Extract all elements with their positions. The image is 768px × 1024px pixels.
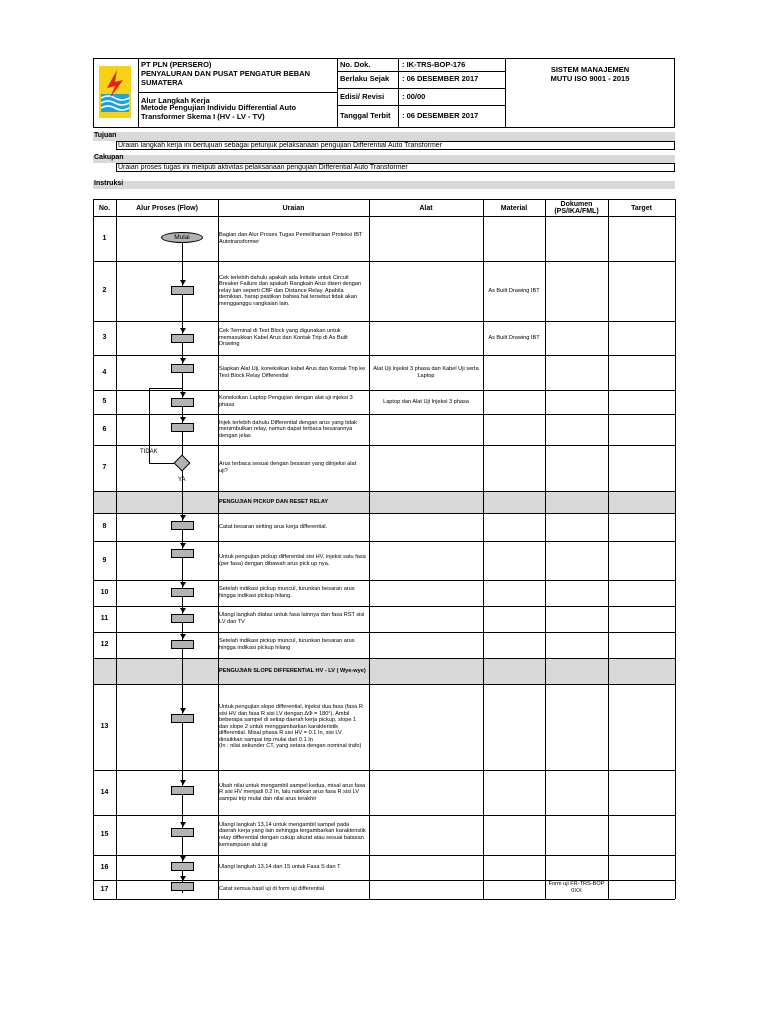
- tidak-label: TIDAK: [140, 449, 158, 455]
- process-box: [171, 286, 194, 295]
- row-number: 10: [100, 589, 109, 596]
- section-row: [93, 491, 675, 513]
- uraian-cell: Ulangi langkah 13,14 untuk mengambil sampel pada daerah kerja yang lain sehingga tergambarkan karakteristik relay differential dengan cukup akurat atau sesuai batasan kemampuan alat uji: [219, 821, 366, 848]
- cakupan-text: Uraian proses tugas ini meliputi aktivitas pelaksanaan pengujian Differential Auto Transformer: [118, 164, 408, 171]
- terbit-label: Tanggal Terbit: [340, 111, 391, 120]
- decision-diamond: [174, 455, 191, 472]
- process-box: [171, 423, 194, 432]
- arrow-head-icon: [180, 634, 186, 639]
- arrow-head-icon: [180, 856, 186, 861]
- company-name: PT PLN (PERSERO): [141, 60, 212, 69]
- uraian-cell: Ulangi langkah 13,14 dan 15 untuk Fasa S dan T: [219, 864, 341, 871]
- no-dok-value: : IK-TRS-BOP-176: [402, 60, 466, 69]
- arrow-head-icon: [180, 876, 186, 881]
- process-box: [171, 614, 194, 623]
- table-rule: [675, 199, 676, 899]
- row-number: 9: [102, 556, 107, 564]
- arrow-head-icon: [180, 328, 186, 333]
- sistem-mutu: SISTEM MANAJEMEN MUTU ISO 9001 - 2015: [550, 65, 630, 83]
- dokumen-cell: Form uji FR-TRS-BOP 0XX: [548, 881, 605, 894]
- table-rule: [93, 899, 675, 900]
- arrow-head-icon: [180, 608, 186, 613]
- cakupan-label: Cakupan: [94, 154, 124, 161]
- arrow-head-icon: [180, 780, 186, 785]
- uraian-cell: Cek Terminal di Test Block yang digunakan untuk memasukkan Kabel Arus dan Kontak Trip di As Built Drawing: [219, 328, 348, 348]
- column-header-uraian: Uraian: [282, 205, 305, 212]
- arrow-head-icon: [180, 543, 186, 548]
- tujuan-label: Tujuan: [94, 132, 117, 139]
- arrow-head-icon: [180, 392, 186, 397]
- arrow-head-icon: [180, 822, 186, 827]
- table-rule: [93, 321, 675, 322]
- uraian-cell: Injek terlebih dahulu Differential dengan arus yang tidak menimbulkan relay, namun dapat terbaca besarannya dengan jelas: [219, 419, 357, 439]
- process-box: [171, 786, 194, 795]
- uraian-cell: Catat besaran setting arus kerja differential.: [219, 523, 328, 530]
- table-rule: [93, 606, 675, 607]
- row-number: 15: [100, 831, 109, 838]
- uraian-cell: Setelah indikasi pickup muncul, turunkan besaran arus hingga indikasi pickup hilang: [219, 638, 355, 651]
- terbit-value: : 06 DESEMBER 2017: [402, 111, 479, 120]
- process-box: [171, 521, 194, 530]
- table-rule: [93, 684, 675, 685]
- uraian-cell: Siapkan Alat Uji, koneksikan kabel Arus dan Kontak Trip ke Test Block Relay Differential: [219, 365, 366, 379]
- arrow-head-icon: [180, 280, 186, 285]
- edisi-label: Edisi/ Revisi: [340, 92, 385, 101]
- table-rule: [93, 770, 675, 771]
- process-box: [171, 549, 194, 558]
- uraian-cell: Arus terbaca sesuai dengan besaran yang diinjeksi alat uji?: [219, 461, 357, 474]
- row-number: 16: [100, 863, 109, 871]
- row-number: 5: [102, 398, 107, 405]
- column-header-flow: Alur Proses (Flow): [136, 205, 198, 212]
- table-rule: [93, 261, 675, 262]
- uraian-cell: Bagian dan Alur Proses Tugas Pemeliharaan Proteksi IBT Autotransformer: [219, 231, 363, 245]
- no-dok-label: No. Dok.: [340, 60, 371, 69]
- process-box: [171, 640, 194, 649]
- column-header-dokumen: Dokumen (PS/IKA/FML): [554, 201, 599, 215]
- uraian-cell: PENGUJIAN PICKUP DAN RESET RELAY: [219, 498, 329, 505]
- material-cell: As Built Drawing IBT: [488, 287, 540, 294]
- doc-subtitle: Metode Pengujian Individu Differential Auto Transformer Skema I (HV - LV - TV): [141, 103, 297, 121]
- row-number: 7: [102, 464, 107, 471]
- ya-label: YA: [178, 477, 186, 483]
- table-rule: [93, 414, 675, 415]
- table-rule: [93, 491, 675, 492]
- row-number: 13: [100, 723, 109, 730]
- table-rule: [93, 580, 675, 581]
- instruksi-label: Instruksi: [94, 180, 124, 187]
- row-number: 6: [102, 425, 107, 433]
- uraian-cell: Cek terlebih dahulu apakah ada Initiate untuk Circuit Breaker Failure dan apakah Rangkain Arus diseri dengan relay lain seperti CBF dan Distance Relay. Apabila demikian, harap pastikan bahwa hal tersebut tidak akan mengganggu rangkaian lain.: [219, 274, 362, 307]
- uraian-cell: Ulangi langkah diatas untuk fasa lainnya dan fasa RST sisi LV dan TV: [219, 612, 365, 625]
- berlaku-value: : 06 DESEMBER 2017: [402, 74, 479, 83]
- table-rule: [93, 445, 675, 446]
- material-cell: As Built Drawing IBT: [488, 334, 540, 341]
- column-header-target: Target: [631, 205, 652, 212]
- row-number: 12: [100, 641, 109, 648]
- process-box: [171, 714, 194, 723]
- loop-connector: [149, 463, 174, 464]
- table-rule: [545, 199, 546, 899]
- start-terminator: Mulai: [161, 232, 203, 243]
- row-number: 4: [102, 368, 107, 376]
- table-rule: [93, 632, 675, 633]
- arrow-head-icon: [180, 515, 186, 520]
- doc-title: Alur Langkah Kerja: [141, 96, 210, 105]
- unit-name: PENYALURAN DAN PUSAT PENGATUR BEBAN SUMATERA: [141, 69, 311, 87]
- row-number: 11: [100, 615, 109, 622]
- process-box: [171, 862, 194, 871]
- table-rule: [483, 199, 484, 899]
- loop-connector: [149, 388, 182, 389]
- arrow-head-icon: [180, 417, 186, 422]
- process-box: [171, 828, 194, 837]
- table-rule: [93, 815, 675, 816]
- process-box: [171, 364, 194, 373]
- table-rule: [369, 199, 370, 899]
- uraian-cell: Catat semua hasil uji di form uji differential: [219, 886, 324, 893]
- row-number: 8: [102, 523, 107, 530]
- row-number: 3: [102, 334, 107, 341]
- table-rule: [93, 199, 675, 200]
- uraian-cell: Koneksikan Laptop Pengujian dengan alat uji injeksi 3 phasa: [219, 395, 353, 408]
- table-rule: [116, 199, 117, 899]
- edisi-value: : 00/00: [402, 92, 426, 101]
- berlaku-label: Berlaku Sejak: [340, 74, 390, 83]
- process-box: [171, 882, 194, 891]
- table-rule: [93, 513, 675, 514]
- alat-cell: Alat Uji Injeksi 3 phasa dan Kabel Uji serta Laptop: [373, 365, 479, 379]
- uraian-cell: Ubah nilai untuk mengambil sampel kedua, misal arus fasa R sisi HV menjadi 0.2 In, lalu naikkan arus fasa R sisi LV sampai trip mulai dan nilai arus terakhir: [219, 782, 366, 802]
- arrow-head-icon: [180, 358, 186, 363]
- process-box: [171, 588, 194, 597]
- table-rule: [608, 199, 609, 899]
- process-box: [171, 398, 194, 407]
- table-rule: [93, 658, 675, 659]
- section-row: [93, 658, 675, 684]
- column-header-material: Material: [500, 205, 528, 212]
- uraian-cell: Untuk pengujian pickup differential sisi HV, injeksi satu fasa (per fasa) dengan dibawah arus pick up nya.: [219, 553, 366, 567]
- arrow-head-icon: [180, 582, 186, 587]
- alat-cell: Laptop dan Alat Uji Injeksi 3 phasa: [383, 398, 469, 405]
- uraian-cell: Setelah indikasi pickup muncul, turunkan besaran arus hingga indikasi pickup hilang.: [219, 586, 355, 599]
- row-number: 14: [100, 788, 109, 796]
- uraian-cell: Untuk pengujian slope differential, injeksi dua fasa (fasa R sisi HV dan fasa R sisi LV dengan ΔΦ = 180°). Ambil beberapa sampel di setiap daerah kerja pickup, slope 1 dan slope 2 untuk menggambarkan karakteristik differential. Misal phasa R sisi HV = 0.1 In, sisi LV dinaikkan sampai trip mulai dari 0.1 In (In : nilai sekunder CT, yang setara dengan nominal trafo): [219, 703, 363, 750]
- table-rule: [93, 541, 675, 542]
- column-header-alat: Alat: [419, 205, 433, 212]
- row-number: 1: [102, 234, 107, 242]
- row-number: 2: [102, 287, 107, 294]
- column-header-no: No.: [98, 205, 111, 212]
- process-box: [171, 334, 194, 343]
- tujuan-text: Uraian langkah kerja ini bertujuan sebagai petunjuk pelaksanaan pengujian Differential Auto Transformer: [118, 142, 443, 149]
- row-number: 17: [100, 885, 109, 893]
- arrow-head-icon: [180, 708, 186, 713]
- table-rule: [93, 216, 675, 217]
- uraian-cell: PENGUJIAN SLOPE DIFFERENTIAL HV - LV ( Wye-wye): [219, 667, 366, 674]
